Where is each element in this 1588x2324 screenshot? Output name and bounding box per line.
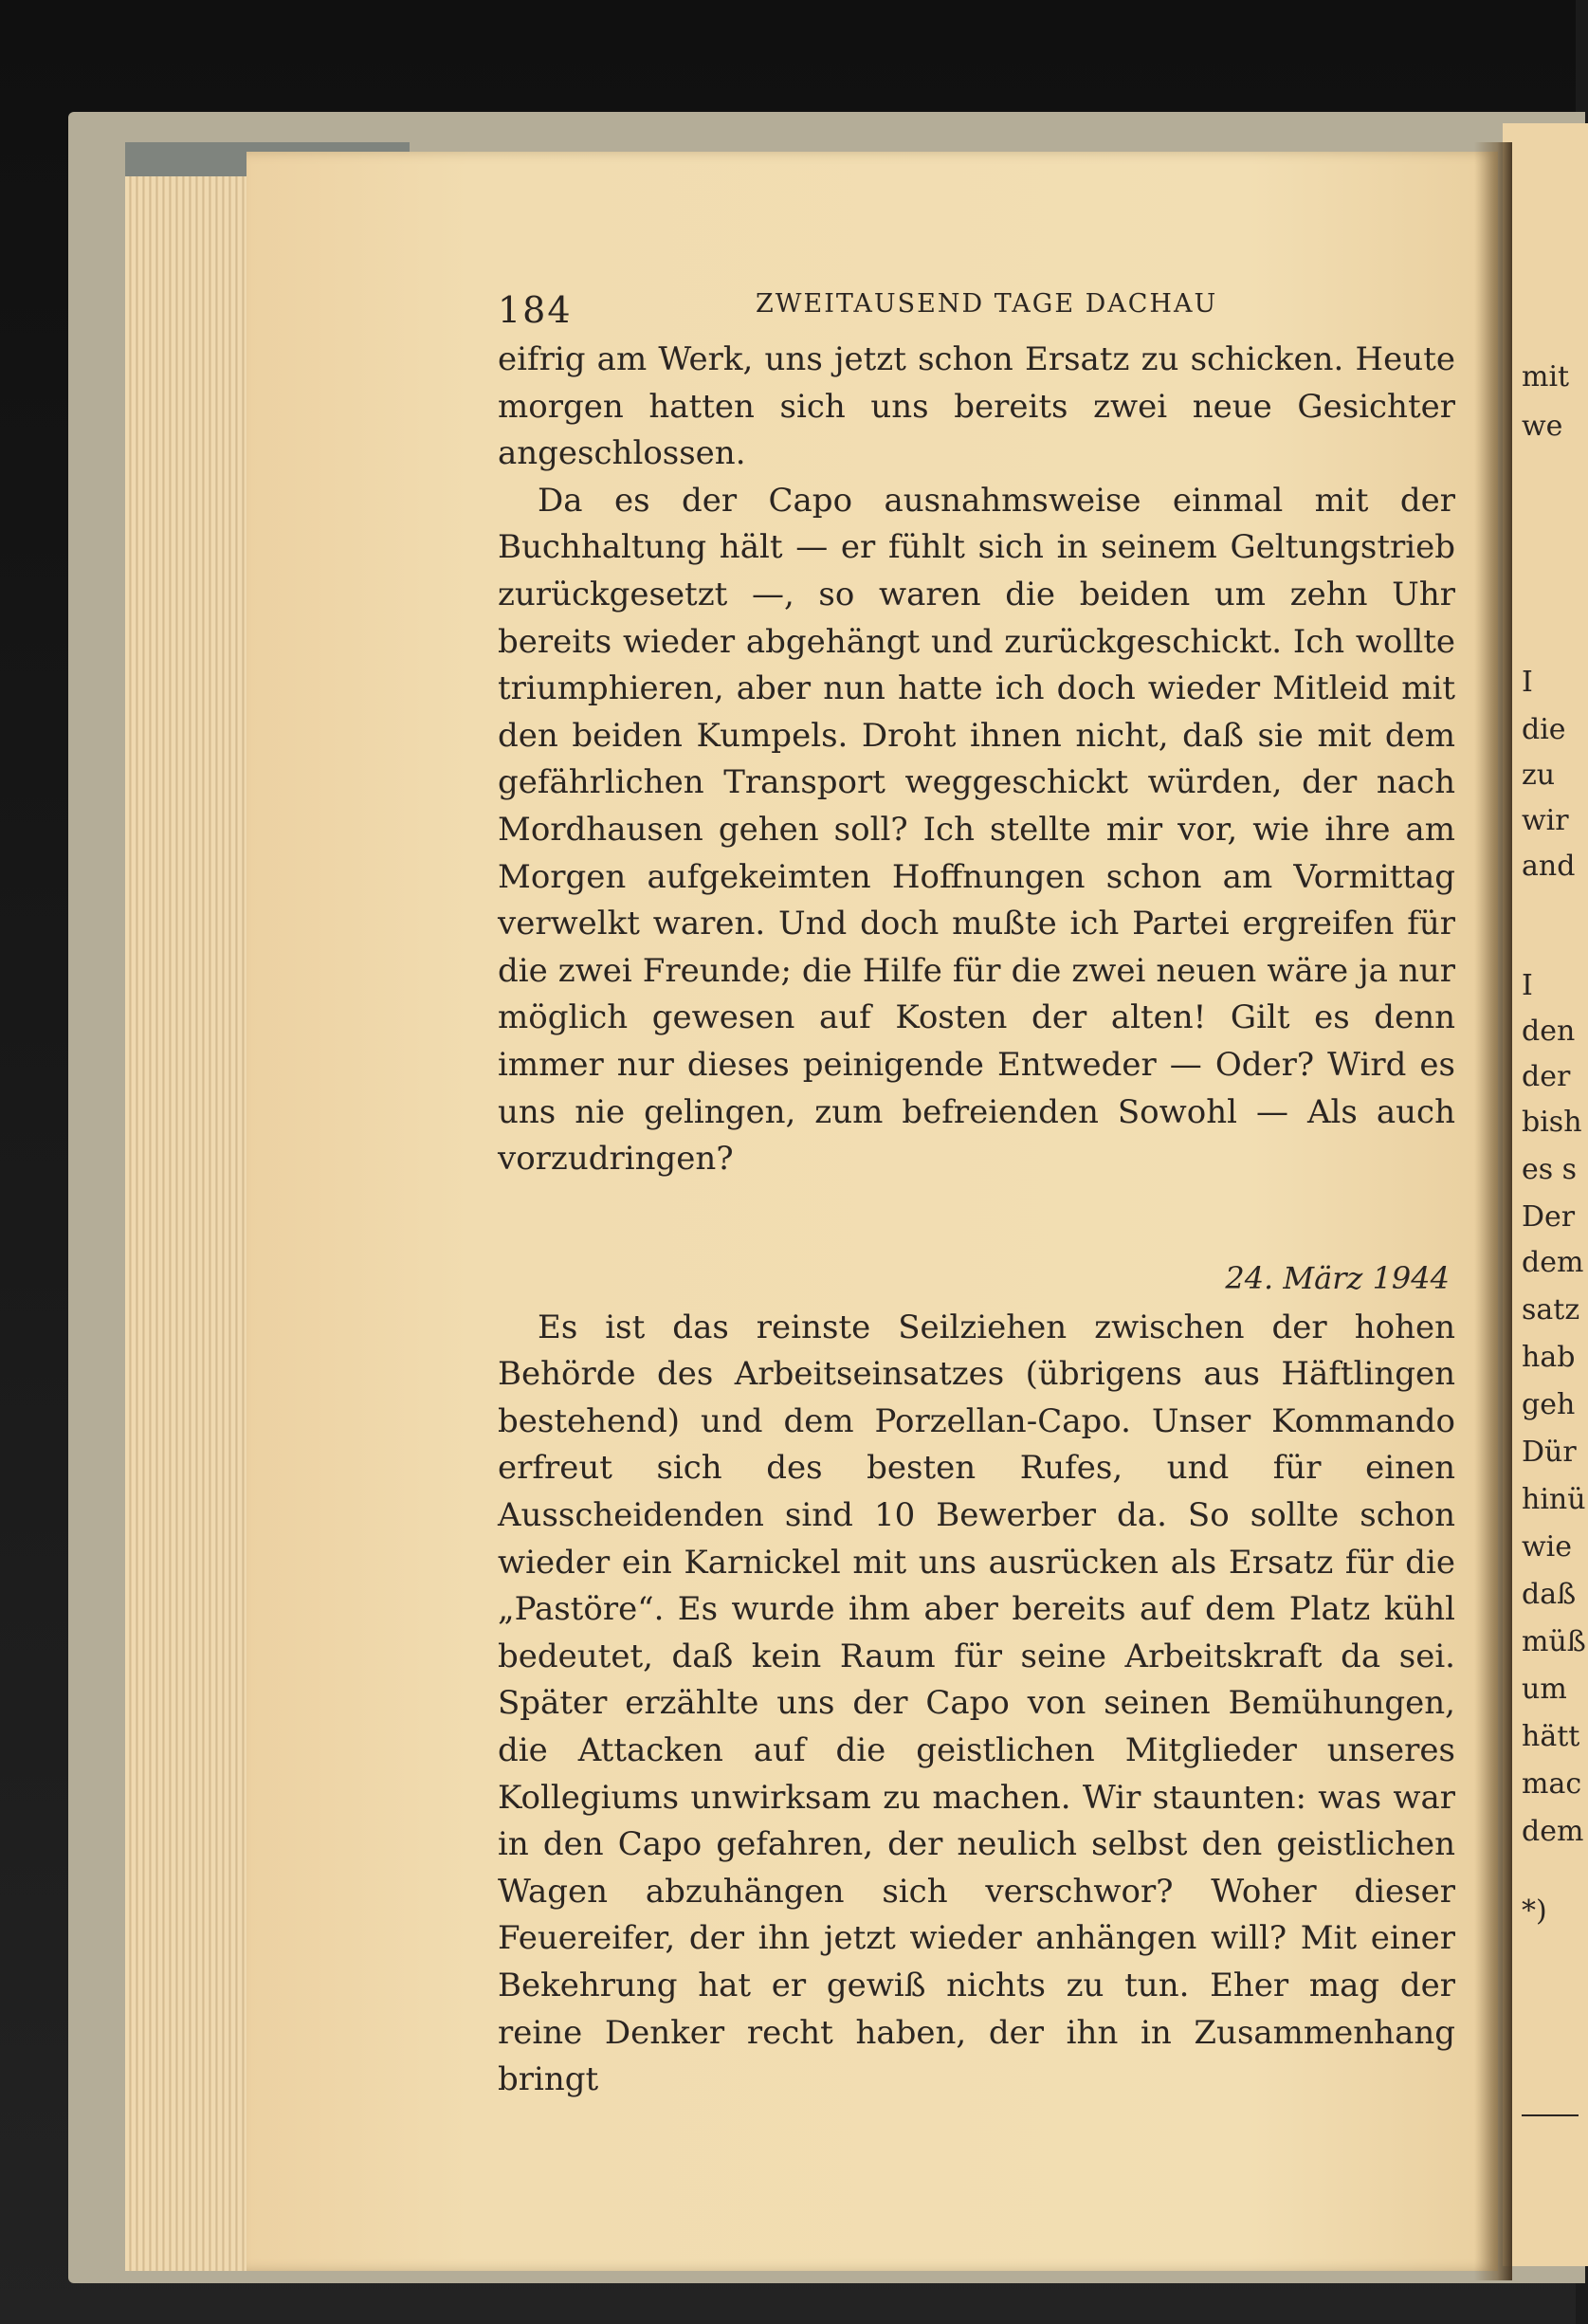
facing-page-fragment: mac <box>1522 1767 1582 1801</box>
body-text <box>498 337 1455 2104</box>
facing-page-fragment: dem <box>1522 1815 1584 1848</box>
book-gutter <box>1474 142 1512 2280</box>
facing-page-fragment: um <box>1522 1673 1567 1706</box>
diary-entry-date: 24. März 1944 <box>1225 1259 1450 1296</box>
facing-page-fragment: and <box>1522 850 1576 883</box>
paragraph: eifrig am Werk, uns jetzt schon Ersatz zu schicken. Heute morgen hatten sich uns bereits zwei neue Gesichter angeschlossen. <box>498 340 1455 473</box>
footnote-rule <box>1522 2114 1579 2116</box>
paragraph: Es ist das reinste Seilziehen zwischen der hohen Behörde des Arbeitseinsatzes (übrigens aus Häftlingen bestehend) und dem Porzellan-Capo. Unser Kommando erfreut sich des besten Rufes, und für einen Ausscheidenden sind 10 Bewerber da. So sollte schon wieder ein Karnickel mit uns ausrücken als Ersatz für die „Pastöre“. Es wurde ihm aber bereits auf dem Platz kühl bedeutet, daß kein Raum für seine Arbeitskraft da sei. Später erzählte uns der Capo von seinen Bemühungen, die Attacken auf die geistlichen Mitglieder unseres Kollegiums unwirksam zu machen. Wir staunten: was war in den Capo gefahren, der neulich selbst den geistlichen Wagen abzuhängen sich verschwor? Woher dieser Feuereifer, der ihn jetzt wieder anhängen will? Mit einer Bekehrung hat er gewiß nichts zu tun. Eher mag der reine Denker recht haben, der ihn in Zusammenhang bringt <box>498 1308 1455 2099</box>
facing-page-fragment: geh <box>1522 1388 1576 1421</box>
facing-page-fragment: satz <box>1522 1293 1580 1327</box>
facing-page-fragment: hätt <box>1522 1720 1580 1753</box>
facing-page-fragment: zu <box>1522 759 1556 792</box>
facing-page-fragment: hinü <box>1522 1483 1586 1516</box>
facing-page-fragment: Dür <box>1522 1436 1577 1469</box>
facing-page-fragment: *) <box>1522 1894 1547 1928</box>
page-number: 184 <box>498 289 573 331</box>
right-page-edge <box>1503 123 1588 2266</box>
facing-page-fragment: mit <box>1522 360 1570 393</box>
facing-page-fragment: den <box>1522 1015 1576 1048</box>
book-title-header: ZWEITAUSEND TAGE DACHAU <box>756 289 1218 319</box>
facing-page-fragment: der <box>1522 1060 1571 1093</box>
facing-page-fragment: es s <box>1522 1153 1578 1186</box>
facing-page-fragment: wir <box>1522 804 1569 837</box>
facing-page-fragment: daß <box>1522 1578 1577 1611</box>
facing-page-fragment: hab <box>1522 1341 1576 1374</box>
page-text <box>498 280 1455 2104</box>
facing-page-fragment: müß <box>1522 1625 1586 1658</box>
running-head <box>498 280 1455 337</box>
paragraph: Da es der Capo ausnahmsweise einmal mit der Buchhaltung hält — er fühlt sich in seinem Geltungstrieb zurückgesetzt —, so waren die beiden um zehn Uhr bereits wieder abgehängt und zurückgeschickt. Ich wollte triumphieren, aber nun hatte ich doch wieder Mitleid mit den beiden Kumpels. Droht ihnen nicht, daß sie mit dem gefährlichen Transport weggeschickt würden, der nach Mordhausen gehen soll? Ich stellte mir vor, wie ihre am Morgen aufgekeimten Hoffnungen schon am Vormittag verwelkt waren. Und doch mußte ich Partei ergreifen für die zwei Freunde; die Hilfe für die zwei neuen wäre ja nur möglich gewesen auf Kosten der alten! Gilt es denn immer nur dieses peinigende Entweder — Oder? Wird es uns nie gelingen, zum befreienden Sowohl — Als auch vorzudringen? <box>498 481 1455 1179</box>
facing-page-fragment: we <box>1522 410 1563 443</box>
facing-page-fragment: I <box>1522 969 1533 1002</box>
facing-page-fragment: Der <box>1522 1200 1576 1234</box>
facing-page-fragment: bish <box>1522 1106 1582 1139</box>
facing-page-fragment: I <box>1522 666 1533 699</box>
facing-page-fragment: die <box>1522 713 1566 746</box>
facing-page-fragment: wie <box>1522 1530 1573 1564</box>
facing-page-fragment: dem <box>1522 1246 1584 1279</box>
